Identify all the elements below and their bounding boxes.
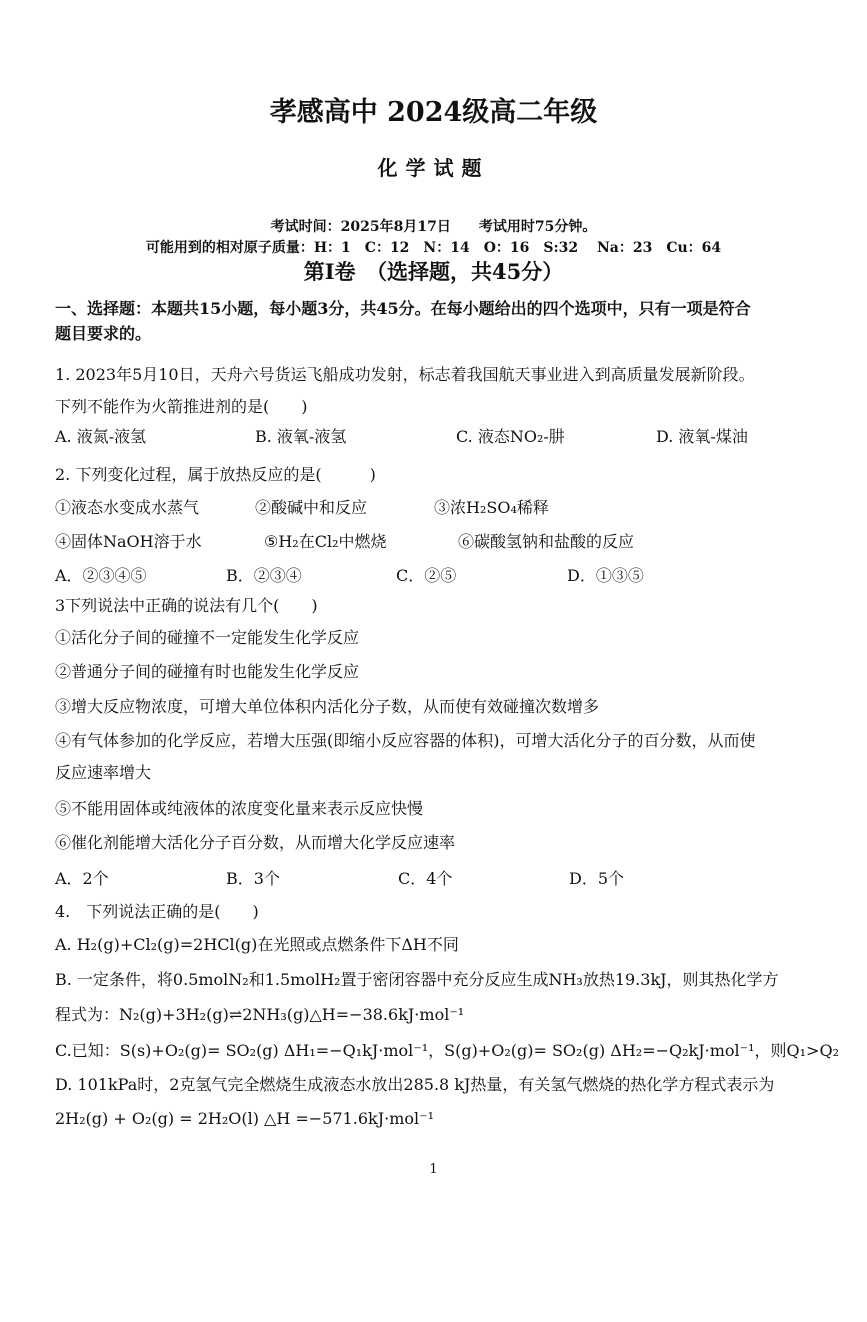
question-4-option-d-cont: 2H₂(g) + O₂(g) = 2H₂O(l) △H =−571.6kJ·mol⁻¹ (55, 1109, 434, 1128)
question-4-option-a: A. H₂(g)+Cl₂(g)=2HCl(g)在光照或点燃条件下ΔH不同 (55, 935, 459, 954)
question-3-option-c: C．4个 (398, 869, 453, 888)
question-4-option-b: B. 一定条件，将0.5molN₂和1.5molH₂置于密闭容器中充分反应生成NH₃放热19.3kJ，则其热化学方 (55, 970, 779, 989)
question-2-option-a: A．②③④⑤ (55, 566, 147, 585)
question-3-item-4: ④有气体参加的化学反应，若增大压强(即缩小反应容器的体积)，可增大活化分子的百分数，从而使 (55, 731, 756, 750)
question-3-item-5: ⑤不能用固体或纯液体的浓度变化量来表示反应快慢 (55, 799, 424, 818)
question-4-option-b-cont: 程式为：N₂(g)+3H₂(g)⇌2NH₃(g)△H=−38.6kJ·mol⁻¹ (55, 1005, 465, 1024)
question-3-item-6: ⑥催化剂能增大活化分子百分数，从而增大化学反应速率 (55, 833, 456, 852)
question-2-item-4: ④固体NaOH溶于水 (55, 532, 202, 551)
question-2-item-5: ⑤H₂在Cl₂中燃烧 (264, 532, 387, 551)
question-2-item-1: ①液态水变成水蒸气 (55, 498, 200, 517)
subject-title: 化学试题 (377, 156, 490, 180)
exam-time-info: 考试时间：2025年8月17日 考试用时75分钟。 (270, 219, 597, 235)
page-number: 1 (429, 1162, 438, 1177)
question-2-item-3: ③浓H₂SO₄稀释 (434, 498, 549, 517)
question-3-option-d: D．5个 (569, 869, 625, 888)
question-4-option-d: D. 101kPa时，2克氢气完全燃烧生成液态水放出285.8 kJ热量，有关氢气燃烧的热化学方程式表示为 (55, 1075, 775, 1094)
question-2-option-c: C．②⑤ (396, 566, 457, 585)
question-2-item-2: ②酸碱中和反应 (255, 498, 368, 517)
question-1-stem-cont: 下列不能作为火箭推进剂的是( ) (55, 397, 308, 416)
exam-title: 孝感高中 2024级高二年级 (269, 97, 598, 128)
question-2-item-6: ⑥碳酸氢钠和盐酸的反应 (458, 532, 635, 551)
question-3-item-3: ③增大反应物浓度，可增大单位体积内活化分子数，从而使有效碰撞次数增多 (55, 697, 600, 716)
question-2-option-b: B．②③④ (226, 566, 302, 585)
question-3-stem: 3下列说法中正确的说法有几个( ) (55, 596, 318, 615)
question-1-option-d: D. 液氧-煤油 (656, 427, 748, 446)
question-1-option-b: B. 液氧-液氢 (255, 427, 347, 446)
atomic-mass-info: 可能用到的相对原子质量：H：1 C：12 N：14 O：16 S:32 Na：23 Cu：64 (145, 240, 722, 256)
question-3-item-1: ①活化分子间的碰撞不一定能发生化学反应 (55, 628, 360, 647)
question-3-item-2: ②普通分子间的碰撞有时也能发生化学反应 (55, 662, 360, 681)
section-instruction: 一、选择题：本题共15小题，每小题3分，共45分。在每小题给出的四个选项中，只有一项是符合 (55, 299, 751, 318)
question-1-stem: 1. 2023年5月10日，天舟六号货运飞船成功发射，标志着我国航天事业进入到高质量发展新阶段。 (55, 365, 755, 384)
question-3-item-4-cont: 反应速率增大 (55, 763, 152, 782)
question-3-option-b: B．3个 (226, 869, 280, 888)
question-2-stem: 2. 下列变化过程，属于放热反应的是( ) (55, 465, 376, 484)
question-2-option-d: D．①③⑤ (567, 566, 644, 585)
volume-title: 第Ⅰ卷 （选择题，共45分） (303, 259, 564, 284)
section-instruction-cont: 题目要求的。 (55, 324, 152, 343)
question-1-option-a: A. 液氮-液氢 (55, 427, 147, 446)
question-4-option-c: C.已知：S(s)+O₂(g)= SO₂(g) ΔH₁=−Q₁kJ·mol⁻¹，S(g)+O₂(g)= SO₂(g) ΔH₂=−Q₂kJ·mol⁻¹，则Q₁>Q₂ (55, 1041, 839, 1060)
question-1-option-c: C. 液态NO₂-肼 (456, 427, 565, 446)
question-3-option-a: A．2个 (55, 869, 109, 888)
question-4-stem: 4. 下列说法正确的是( ) (55, 902, 259, 921)
